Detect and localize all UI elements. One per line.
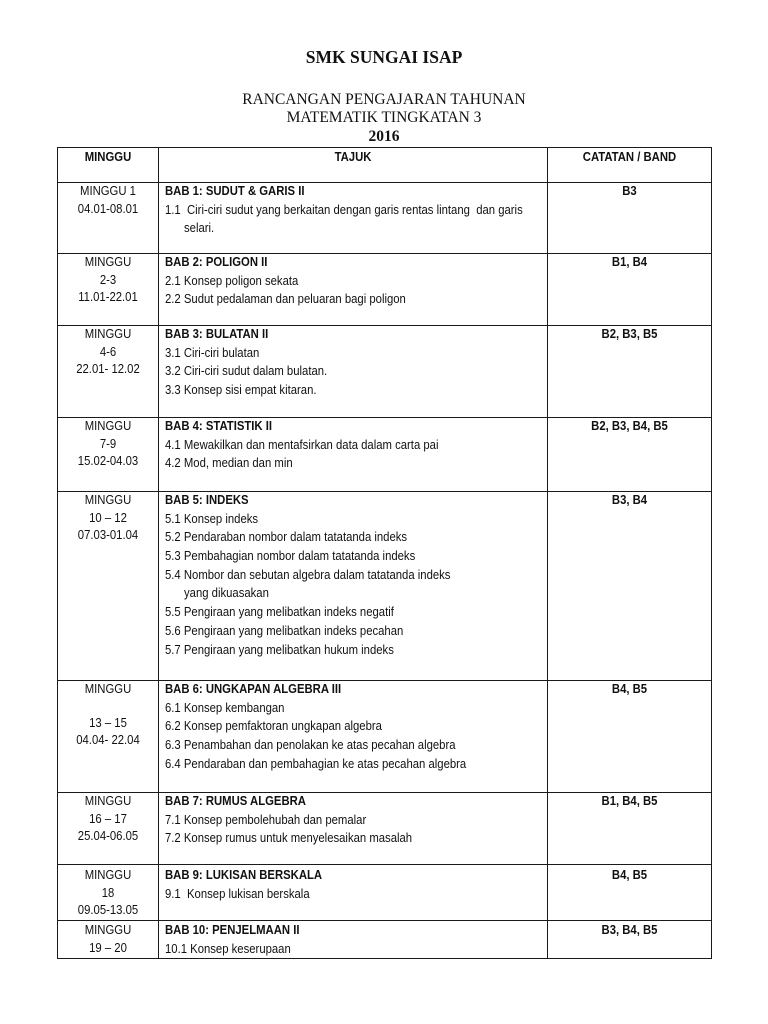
- week-cell: [58, 492, 159, 680]
- topic-line: 6.3 Penambahan dan penolakan ke atas pecahan algebra: [165, 737, 456, 753]
- band-content: [548, 680, 711, 699]
- band-value: B1, B4: [611, 254, 648, 269]
- header-topic-content: [159, 148, 547, 166]
- band-cell: [548, 254, 711, 325]
- band-cell: [548, 492, 711, 680]
- week-line: MINGGU: [84, 867, 132, 882]
- topic-continuation-line: selari.: [184, 220, 215, 236]
- band-cell: [548, 418, 711, 491]
- topic-cell: [159, 681, 548, 792]
- topic-cell: [159, 326, 548, 417]
- table-row: [58, 183, 711, 254]
- band-content: [548, 182, 711, 201]
- band-value: B3, B4, B5: [601, 922, 658, 937]
- week-line: 4-6: [99, 343, 117, 359]
- week-cell: [58, 681, 159, 792]
- week-line: 18: [101, 884, 115, 900]
- topic-content: [165, 792, 547, 848]
- topic-content: [165, 866, 547, 903]
- chapter-title: BAB 2: POLIGON II: [165, 254, 268, 269]
- chapter-title: BAB 4: STATISTIK II: [165, 418, 273, 433]
- week-content: [58, 866, 158, 919]
- week-line: MINGGU: [84, 418, 132, 433]
- header-topic: TAJUK: [334, 149, 372, 164]
- band-content: [548, 417, 711, 436]
- band-value: B4, B5: [611, 867, 648, 882]
- week-line: MINGGU: [84, 326, 132, 341]
- band-value: B1, B4, B5: [601, 793, 658, 808]
- topic-cell: [159, 183, 548, 253]
- week-cell: [58, 254, 159, 325]
- week-content: [58, 491, 158, 544]
- header-band: CATATAN / BAND: [582, 149, 677, 164]
- topic-content: [165, 680, 547, 773]
- chapter-title: BAB 7: RUMUS ALGEBRA: [165, 793, 306, 808]
- topic-content: [165, 325, 547, 400]
- topic-content: [165, 491, 547, 659]
- table-row: [58, 254, 711, 326]
- topic-line: 6.4 Pendaraban dan pembahagian ke atas pecahan algebra: [165, 755, 467, 771]
- week-content: [58, 325, 158, 378]
- topic-line: 7.2 Konsep rumus untuk menyelesaikan masalah: [165, 830, 413, 846]
- topic-cell: [159, 865, 548, 920]
- week-line: MINGGU: [84, 681, 132, 696]
- chapter-title: BAB 1: SUDUT & GARIS II: [165, 183, 305, 198]
- week-line: MINGGU: [84, 492, 132, 507]
- topic-line: 1.1 Ciri-ciri sudut yang berkaitan dengan garis rentas lintang dan garis: [165, 201, 523, 217]
- week-line: 15.02-04.03: [77, 453, 139, 469]
- lesson-plan-table: [57, 147, 712, 959]
- band-cell: [548, 865, 711, 920]
- school-name: SMK SUNGAI ISAP: [305, 47, 463, 67]
- table-row: [58, 793, 711, 865]
- week-line: MINGGU: [84, 793, 132, 808]
- week-cell: [58, 326, 159, 417]
- band-content: [548, 491, 711, 510]
- header-week: MINGGU: [84, 149, 132, 164]
- week-line: 09.05-13.05: [77, 902, 139, 918]
- week-line: 2-3: [99, 271, 117, 287]
- chapter-title: BAB 9: LUKISAN BERSKALA: [165, 867, 323, 882]
- band-cell: [548, 921, 711, 958]
- week-cell: [58, 921, 159, 958]
- topic-line: 3.3 Konsep sisi empat kitaran.: [165, 382, 317, 398]
- week-line: 19 – 20: [89, 939, 127, 955]
- band-content: [548, 325, 711, 344]
- topic-cell: [159, 254, 548, 325]
- week-line: MINGGU: [84, 254, 132, 269]
- week-content: [58, 417, 158, 470]
- band-content: [548, 866, 711, 885]
- chapter-title: BAB 10: PENJELMAAN II: [165, 922, 300, 937]
- chapter-title: BAB 5: INDEKS: [165, 492, 249, 507]
- topic-line: 5.5 Pengiraan yang melibatkan indeks negatif: [165, 604, 394, 620]
- topic-line: 10.1 Konsep keserupaan: [165, 940, 291, 956]
- topic-line: 2.2 Sudut pedalaman dan peluaran bagi poligon: [165, 291, 406, 307]
- subject-title: MATEMATIK TINGKATAN 3: [286, 109, 482, 126]
- topic-line: 5.6 Pengiraan yang melibatkan indeks pecahan: [165, 622, 404, 638]
- week-line: MINGGU 1: [80, 183, 136, 198]
- topic-line: 5.7 Pengiraan yang melibatkan hukum indeks: [165, 641, 394, 657]
- header-week-content: [58, 148, 158, 166]
- band-cell: [548, 183, 711, 253]
- topic-cell: [159, 418, 548, 491]
- week-line: 25.04-06.05: [77, 828, 139, 844]
- week-line: 7-9: [99, 435, 117, 451]
- table-row: [58, 681, 711, 793]
- band-value: B3, B4: [611, 492, 648, 507]
- week-line: 11.01-22.01: [78, 289, 138, 305]
- topic-content: [165, 417, 547, 473]
- topic-line: 7.1 Konsep pembolehubah dan pemalar: [165, 811, 367, 827]
- week-content: [58, 182, 158, 217]
- week-content: [58, 792, 158, 845]
- topic-content: [165, 253, 547, 309]
- band-content: [548, 792, 711, 811]
- year-label: 2016: [368, 128, 400, 145]
- topic-line: 5.2 Pendaraban nombor dalam tatatanda indeks: [165, 529, 408, 545]
- chapter-title: BAB 6: UNGKAPAN ALGEBRA III: [165, 681, 342, 696]
- band-value: B3: [622, 183, 637, 198]
- topic-cell: [159, 921, 548, 958]
- week-cell: [58, 418, 159, 491]
- table-row: [58, 921, 711, 959]
- week-line: 22.01- 12.02: [76, 361, 140, 377]
- table-header-row: [58, 148, 711, 183]
- topic-content: [165, 921, 547, 958]
- topic-line: 4.1 Mewakilkan dan mentafsirkan data dalam carta pai: [165, 436, 439, 452]
- band-value: B2, B3, B4, B5: [591, 418, 668, 433]
- week-line: 07.03-01.04: [77, 527, 139, 543]
- topic-line: 3.2 Ciri-ciri sudut dalam bulatan.: [165, 363, 328, 379]
- header-band-cell: [548, 148, 711, 182]
- band-value: B4, B5: [611, 681, 648, 696]
- band-cell: [548, 681, 711, 792]
- table-row: [58, 418, 711, 492]
- week-cell: [58, 865, 159, 920]
- chapter-title: BAB 3: BULATAN II: [165, 326, 269, 341]
- header-topic-cell: [159, 148, 548, 182]
- band-content: [548, 921, 711, 940]
- week-line: 04.04- 22.04: [76, 732, 140, 748]
- band-cell: [548, 326, 711, 417]
- table-body: [58, 183, 711, 959]
- topic-line: 5.4 Nombor dan sebutan algebra dalam tatatanda indeks: [165, 566, 451, 582]
- topic-line: 6.2 Konsep pemfaktoran ungkapan algebra: [165, 718, 382, 734]
- header-band-content: [548, 148, 711, 166]
- week-content: [58, 680, 158, 749]
- topic-line: 4.2 Mod, median dan min: [165, 455, 293, 471]
- week-line: 04.01-08.01: [77, 200, 139, 216]
- table-row: [58, 326, 711, 418]
- week-cell: [58, 793, 159, 864]
- topic-line: 2.1 Konsep poligon sekata: [165, 272, 299, 288]
- header-week-cell: [58, 148, 159, 182]
- band-cell: [548, 793, 711, 864]
- topic-line: 5.1 Konsep indeks: [165, 510, 259, 526]
- week-content: [58, 921, 158, 956]
- week-line: 13 – 15: [89, 714, 127, 730]
- band-content: [548, 253, 711, 272]
- table-row: [58, 865, 711, 921]
- week-cell: [58, 183, 159, 253]
- table-row: [58, 492, 711, 681]
- document-title: RANCANGAN PENGAJARAN TAHUNAN: [242, 91, 526, 108]
- week-content: [58, 253, 158, 306]
- band-value: B2, B3, B5: [601, 326, 658, 341]
- topic-line: 5.3 Pembahagian nombor dalam tatatanda indeks: [165, 548, 416, 564]
- week-line: 10 – 12: [89, 509, 127, 525]
- topic-line: 9.1 Konsep lukisan berskala: [165, 885, 310, 901]
- topic-content: [165, 182, 547, 238]
- topic-continuation-line: yang dikuasakan: [184, 585, 269, 601]
- week-line: 16 – 17: [89, 810, 127, 826]
- topic-line: 6.1 Konsep kembangan: [165, 699, 285, 715]
- topic-cell: [159, 793, 548, 864]
- topic-cell: [159, 492, 548, 680]
- topic-line: 3.1 Ciri-ciri bulatan: [165, 344, 260, 360]
- week-line: MINGGU: [84, 922, 132, 937]
